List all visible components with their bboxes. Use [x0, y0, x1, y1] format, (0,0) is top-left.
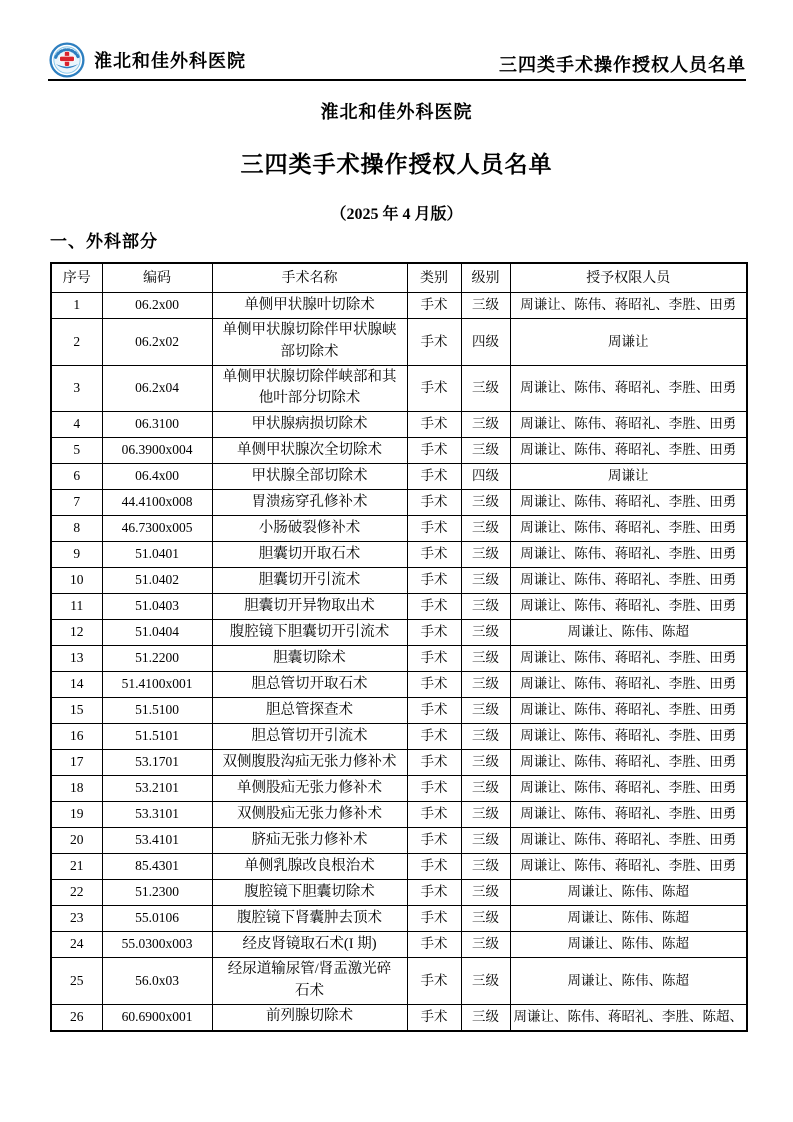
table-cell-col-code: 06.2x02: [102, 319, 212, 366]
table-row: [51, 412, 747, 438]
table-cell-col-category: 手术: [407, 906, 461, 932]
table-row: [51, 293, 747, 319]
table-cell-col-personnel: 周谦让、陈伟、蒋昭礼、李胜、田勇: [510, 698, 747, 724]
table-cell-col-code: 51.0402: [102, 568, 212, 594]
table-cell-col-level: 三级: [461, 365, 510, 412]
table-cell-col-category: 手术: [407, 932, 461, 958]
table-header-col-name: 手术名称: [212, 263, 407, 293]
table-cell-col-code: 51.0401: [102, 542, 212, 568]
table-cell-col-personnel: 周谦让、陈伟、陈超: [510, 906, 747, 932]
table-cell-col-index: 3: [51, 365, 102, 412]
table-cell-col-personnel: 周谦让、陈伟、蒋昭礼、李胜、田勇: [510, 828, 747, 854]
table-cell-col-index: 2: [51, 319, 102, 366]
table-cell-col-level: 三级: [461, 293, 510, 319]
table-cell-col-name: 双侧股疝无张力修补术: [212, 802, 407, 828]
table-cell-col-level: 三级: [461, 776, 510, 802]
table-cell-col-name: 腹腔镜下肾囊肿去顶术: [212, 906, 407, 932]
table-cell-col-category: 手术: [407, 365, 461, 412]
table-cell-col-code: 51.5100: [102, 698, 212, 724]
table-cell-col-category: 手术: [407, 750, 461, 776]
table-cell-col-code: 51.0404: [102, 620, 212, 646]
table-cell-col-name: 脐疝无张力修补术: [212, 828, 407, 854]
table-cell-col-level: 三级: [461, 958, 510, 1005]
table-cell-col-code: 51.5101: [102, 724, 212, 750]
table-cell-col-category: 手术: [407, 672, 461, 698]
table-cell-col-index: 1: [51, 293, 102, 319]
table-cell-col-level: 三级: [461, 672, 510, 698]
table-cell-col-personnel: 周谦让、陈伟、蒋昭礼、李胜、田勇: [510, 724, 747, 750]
table-cell-col-code: 44.4100x008: [102, 490, 212, 516]
table-cell-col-name: 胃溃疡穿孔修补术: [212, 490, 407, 516]
table-row: [51, 490, 747, 516]
table-cell-col-level: 三级: [461, 1004, 510, 1031]
table-cell-col-personnel: 周谦让: [510, 319, 747, 366]
table-cell-col-index: 25: [51, 958, 102, 1005]
table-cell-col-code: 56.0x03: [102, 958, 212, 1005]
table-cell-col-name: 单侧甲状腺叶切除术: [212, 293, 407, 319]
table-cell-col-code: 06.4x00: [102, 464, 212, 490]
table-row: [51, 698, 747, 724]
table-cell-col-code: 60.6900x001: [102, 1004, 212, 1031]
table-cell-col-name: 甲状腺病损切除术: [212, 412, 407, 438]
table-row: [51, 438, 747, 464]
table-cell-col-index: 15: [51, 698, 102, 724]
table-cell-col-personnel: 周谦让、陈伟、蒋昭礼、李胜、田勇: [510, 490, 747, 516]
table-cell-col-level: 三级: [461, 620, 510, 646]
table-cell-col-personnel: 周谦让、陈伟、蒋昭礼、李胜、田勇: [510, 568, 747, 594]
table-cell-col-name: 经皮肾镜取石术(I 期): [212, 932, 407, 958]
table-row: [51, 906, 747, 932]
table-cell-col-level: 四级: [461, 464, 510, 490]
table-cell-col-name: 单侧甲状腺切除伴甲状腺峡部切除术: [212, 319, 407, 366]
table-cell-col-name: 腹腔镜下胆囊切除术: [212, 880, 407, 906]
table-cell-col-category: 手术: [407, 828, 461, 854]
table-cell-col-name: 胆囊切除术: [212, 646, 407, 672]
table-cell-col-personnel: 周谦让、陈伟、蒋昭礼、李胜、田勇: [510, 293, 747, 319]
table-cell-col-personnel: 周谦让、陈伟、陈超: [510, 958, 747, 1005]
table-header-col-level: 级别: [461, 263, 510, 293]
page-header: [48, 40, 746, 78]
table-cell-col-personnel: 周谦让、陈伟、蒋昭礼、李胜、田勇: [510, 438, 747, 464]
table-cell-col-personnel: 周谦让、陈伟、蒋昭礼、李胜、田勇: [510, 646, 747, 672]
table-cell-col-index: 11: [51, 594, 102, 620]
table-row: [51, 776, 747, 802]
table-cell-col-code: 53.2101: [102, 776, 212, 802]
table-cell-col-code: 85.4301: [102, 854, 212, 880]
table-cell-col-index: 12: [51, 620, 102, 646]
table-cell-col-code: 53.4101: [102, 828, 212, 854]
table-cell-col-index: 21: [51, 854, 102, 880]
table-cell-col-category: 手术: [407, 293, 461, 319]
table-cell-col-category: 手术: [407, 464, 461, 490]
table-cell-col-level: 三级: [461, 724, 510, 750]
table-cell-col-level: 三级: [461, 594, 510, 620]
table-cell-col-name: 胆囊切开取石术: [212, 542, 407, 568]
table-cell-col-name: 胆囊切开引流术: [212, 568, 407, 594]
table-cell-col-level: 三级: [461, 646, 510, 672]
table-cell-col-level: 三级: [461, 516, 510, 542]
table-cell-col-index: 9: [51, 542, 102, 568]
table-cell-col-code: 53.1701: [102, 750, 212, 776]
table-cell-col-name: 单侧股疝无张力修补术: [212, 776, 407, 802]
table-cell-col-code: 06.2x04: [102, 365, 212, 412]
table-cell-col-personnel: 周谦让、陈伟、陈超: [510, 932, 747, 958]
table-row: [51, 568, 747, 594]
table-cell-col-index: 8: [51, 516, 102, 542]
table-cell-col-index: 16: [51, 724, 102, 750]
section-heading: 一、外科部分: [50, 232, 158, 251]
table-cell-col-category: 手术: [407, 490, 461, 516]
table-cell-col-index: 4: [51, 412, 102, 438]
table-row: [51, 620, 747, 646]
table-cell-col-personnel: 周谦让、陈伟、蒋昭礼、李胜、田勇: [510, 365, 747, 412]
table-cell-col-category: 手术: [407, 594, 461, 620]
table-cell-col-personnel: 周谦让、陈伟、蒋昭礼、李胜、田勇: [510, 594, 747, 620]
table-row: [51, 646, 747, 672]
table-header-col-index: 序号: [51, 263, 102, 293]
table-cell-col-category: 手术: [407, 724, 461, 750]
table-cell-col-code: 53.3101: [102, 802, 212, 828]
table-cell-col-name: 小肠破裂修补术: [212, 516, 407, 542]
title-hospital-name: 淮北和佳外科医院: [320, 102, 473, 122]
table-cell-col-index: 26: [51, 1004, 102, 1031]
table-cell-col-name: 双侧腹股沟疝无张力修补术: [212, 750, 407, 776]
table-cell-col-index: 5: [51, 438, 102, 464]
table-row: [51, 1004, 747, 1031]
table-cell-col-code: 51.0403: [102, 594, 212, 620]
table-cell-col-category: 手术: [407, 958, 461, 1005]
table-cell-col-category: 手术: [407, 319, 461, 366]
table-cell-col-name: 甲状腺全部切除术: [212, 464, 407, 490]
table-cell-col-name: 单侧甲状腺切除伴峡部和其他叶部分切除术: [212, 365, 407, 412]
table-cell-col-category: 手术: [407, 646, 461, 672]
table-cell-col-name: 胆总管切开取石术: [212, 672, 407, 698]
table-cell-col-index: 6: [51, 464, 102, 490]
table-cell-col-personnel: 周谦让、陈伟、蒋昭礼、李胜、田勇: [510, 672, 747, 698]
table-cell-col-name: 经尿道输尿管/肾盂激光碎石术: [212, 958, 407, 1005]
table-row: [51, 542, 747, 568]
table-cell-col-category: 手术: [407, 620, 461, 646]
table-cell-col-category: 手术: [407, 802, 461, 828]
table-cell-col-personnel: 周谦让、陈伟、蒋昭礼、李胜、田勇: [510, 802, 747, 828]
authorization-table: [50, 262, 748, 1032]
table-cell-col-category: 手术: [407, 776, 461, 802]
table-row: [51, 828, 747, 854]
table-header-col-code: 编码: [102, 263, 212, 293]
table-cell-col-category: 手术: [407, 854, 461, 880]
table-cell-col-name: 单侧乳腺改良根治术: [212, 854, 407, 880]
header-divider: [48, 79, 746, 81]
table-cell-col-personnel: 周谦让、陈伟、蒋昭礼、李胜、田勇: [510, 542, 747, 568]
table-cell-col-personnel: 周谦让、陈伟、蒋昭礼、李胜、田勇: [510, 750, 747, 776]
table-header-col-personnel: 授予权限人员: [510, 263, 747, 293]
table-cell-col-name: 前列腺切除术: [212, 1004, 407, 1031]
table-cell-col-code: 55.0300x003: [102, 932, 212, 958]
table-cell-col-index: 19: [51, 802, 102, 828]
header-doc-title: 三四类手术操作授权人员名单: [499, 55, 746, 75]
table-cell-col-name: 胆囊切开异物取出术: [212, 594, 407, 620]
table-cell-col-personnel: 周谦让、陈伟、蒋昭礼、李胜、田勇: [510, 854, 747, 880]
table-cell-col-personnel: 周谦让、陈伟、蒋昭礼、李胜、田勇: [510, 776, 747, 802]
table-row: [51, 672, 747, 698]
table-cell-col-code: 55.0106: [102, 906, 212, 932]
table-cell-col-index: 23: [51, 906, 102, 932]
table-header-col-category: 类别: [407, 263, 461, 293]
table-cell-col-index: 13: [51, 646, 102, 672]
table-row: [51, 319, 747, 366]
table-row: [51, 880, 747, 906]
table-cell-col-index: 7: [51, 490, 102, 516]
table-cell-col-category: 手术: [407, 698, 461, 724]
table-row: [51, 958, 747, 1005]
table-cell-col-category: 手术: [407, 542, 461, 568]
page-header-left: [48, 42, 246, 78]
table-cell-col-code: 06.3900x004: [102, 438, 212, 464]
table-cell-col-personnel: 周谦让、陈伟、蒋昭礼、李胜、陈超、: [510, 1004, 747, 1031]
table-cell-col-level: 三级: [461, 490, 510, 516]
table-cell-col-level: 三级: [461, 932, 510, 958]
table-cell-col-category: 手术: [407, 412, 461, 438]
table-cell-col-name: 胆总管探查术: [212, 698, 407, 724]
title-block: [0, 98, 793, 224]
table-cell-col-category: 手术: [407, 568, 461, 594]
table-cell-col-category: 手术: [407, 438, 461, 464]
table-row: [51, 365, 747, 412]
table-row: [51, 750, 747, 776]
table-cell-col-level: 三级: [461, 750, 510, 776]
table-cell-col-personnel: 周谦让、陈伟、蒋昭礼、李胜、田勇: [510, 516, 747, 542]
table-cell-col-index: 22: [51, 880, 102, 906]
table-cell-col-level: 三级: [461, 568, 510, 594]
table-cell-col-index: 17: [51, 750, 102, 776]
table-row: [51, 932, 747, 958]
table-cell-col-name: 单侧甲状腺次全切除术: [212, 438, 407, 464]
table-cell-col-level: 四级: [461, 319, 510, 366]
table-cell-col-level: 三级: [461, 854, 510, 880]
table-cell-col-category: 手术: [407, 1004, 461, 1031]
table-cell-col-index: 24: [51, 932, 102, 958]
table-cell-col-code: 51.4100x001: [102, 672, 212, 698]
hospital-logo-icon: [48, 42, 86, 78]
table-row: [51, 724, 747, 750]
table-cell-col-personnel: 周谦让: [510, 464, 747, 490]
table-cell-col-index: 18: [51, 776, 102, 802]
table-cell-col-index: 20: [51, 828, 102, 854]
table-cell-col-name: 胆总管切开引流术: [212, 724, 407, 750]
table-cell-col-level: 三级: [461, 880, 510, 906]
table-cell-col-level: 三级: [461, 438, 510, 464]
table-cell-col-level: 三级: [461, 412, 510, 438]
page-title: 三四类手术操作授权人员名单: [240, 151, 553, 177]
table-row: [51, 802, 747, 828]
table-cell-col-personnel: 周谦让、陈伟、蒋昭礼、李胜、田勇: [510, 412, 747, 438]
table-cell-col-level: 三级: [461, 698, 510, 724]
table-cell-col-index: 14: [51, 672, 102, 698]
table-cell-col-code: 46.7300x005: [102, 516, 212, 542]
table-row: [51, 516, 747, 542]
table-cell-col-category: 手术: [407, 880, 461, 906]
table-cell-col-personnel: 周谦让、陈伟、陈超: [510, 880, 747, 906]
table-cell-col-personnel: 周谦让、陈伟、陈超: [510, 620, 747, 646]
table-row: [51, 464, 747, 490]
table-cell-col-code: 51.2200: [102, 646, 212, 672]
table-row: [51, 594, 747, 620]
table-cell-col-level: 三级: [461, 828, 510, 854]
title-version: （2025 年 4 月版）: [330, 206, 463, 223]
table-cell-col-level: 三级: [461, 542, 510, 568]
header-hospital-name: 淮北和佳外科医院: [94, 51, 246, 71]
table-cell-col-code: 51.2300: [102, 880, 212, 906]
table-cell-col-category: 手术: [407, 516, 461, 542]
table-cell-col-code: 06.2x00: [102, 293, 212, 319]
table-cell-col-index: 10: [51, 568, 102, 594]
table-cell-col-level: 三级: [461, 802, 510, 828]
table-header-row: [51, 263, 747, 293]
table-cell-col-code: 06.3100: [102, 412, 212, 438]
table-cell-col-level: 三级: [461, 906, 510, 932]
table-cell-col-name: 腹腔镜下胆囊切开引流术: [212, 620, 407, 646]
table-row: [51, 854, 747, 880]
